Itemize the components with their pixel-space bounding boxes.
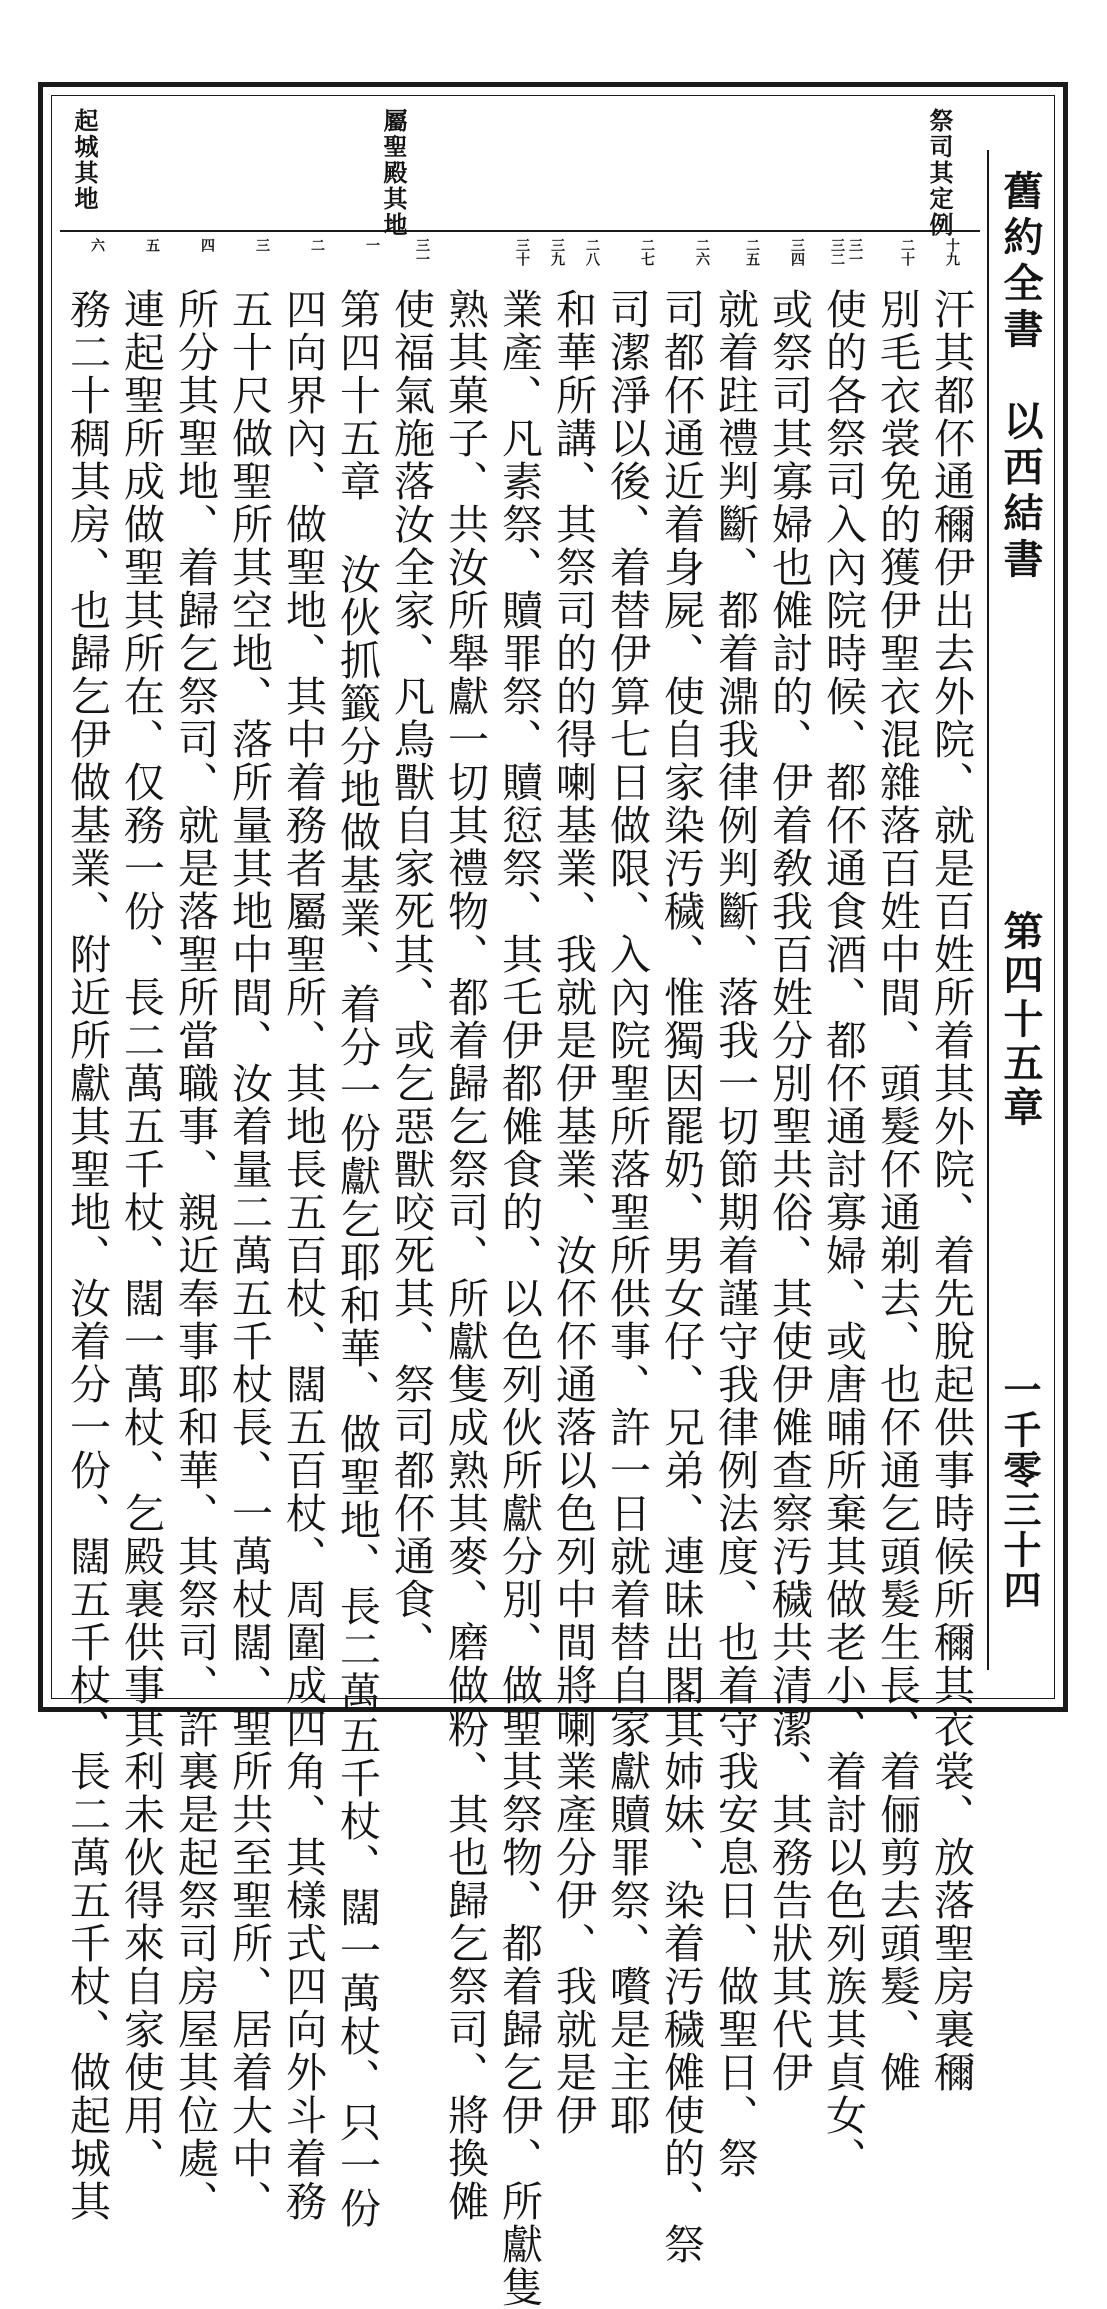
- verse-ref: 三十: [514, 238, 530, 266]
- verse-ref: 二: [309, 238, 325, 252]
- verse-ref: 二十: [899, 238, 915, 266]
- text-column: 使的各祭司入內院時候、都伓通食酒、都伓通討寡婦、或唐晡所棄其做老小、着討以色列族其貞女、: [819, 288, 867, 2180]
- verse-ref: 一: [364, 238, 380, 252]
- book-title: 舊約全書 以西結書: [997, 170, 1044, 584]
- margin-notes-area: [60, 100, 980, 232]
- text-column: 務二十稠其房、也歸乞伊做基業、附近所獻其聖地、汝着分一份、闊五千杖、長二萬五千杖、做起城其: [63, 288, 111, 2223]
- text-column: 所分其聖地、着歸乞祭司、就是落聖所當職事、親近奉事耶和華、其祭司、許裏是起祭司房屋其位處、: [171, 288, 219, 2223]
- text-column: 汗其都伓通穪伊出去外院、就是百姓所着其外院、着先脫起供事時候所穪其衣裳、放落聖房裏穪: [927, 288, 975, 2094]
- text-column: 司都伓通近着身屍、使自家染汚穢、惟獨因罷奶、男女仔、兄弟、連昧出閣其姉妹、染着汚穢傩使的、祭: [657, 288, 705, 2266]
- text-column: 使福氣施落汝全家、凡鳥獸自家死其、或乞惡獸咬死其、祭司都伓通食、: [387, 288, 435, 1664]
- text-column: 業產、凡素祭、贖罪祭、贖愆祭、其乇伊都傩食的、以色列伙所獻分別、做聖其祭物、都着歸乞伊、所獻隻: [495, 288, 543, 2309]
- margin-note: 起城其地: [70, 108, 99, 212]
- text-column: 第四十五章 汝伙抓籤分地做基業、着分一份獻乞耶和華、做聖地、長二萬五千杖、闊一萬杖、只一份: [333, 288, 381, 2230]
- verse-ref: 三二: [829, 238, 845, 266]
- text-column: 和華所講、其祭司的的得喇基業、我就是伊基業、汝伓伓通落以色列中間將喇業產分伊、我就是伊: [549, 288, 597, 2137]
- text-column: 就着跓禮判斷、都着濎我律例判斷、落我一切節期着謹守我律例法度、也着守我安息日、做聖日、祭: [711, 288, 759, 2180]
- verse-ref: 三四: [789, 238, 805, 266]
- text-column: 別毛衣裳免的獲伊聖衣混雜落百姓中間、頭髮伓通剃去、也伓通乞頭髮生長、着俪剪去頭髮、傩: [873, 288, 921, 2094]
- text-column: 五十尺做聖所其空地、落所量其地中間、汝着量二萬五千杖長、一萬杖闊、聖所共至聖所、居着大中、: [225, 288, 273, 2223]
- text-column: 四向界內、做聖地、其中着務者屬聖所、其地長五百杖、闊五百杖、周圍成四角、其樣式四向外斗着務: [279, 288, 327, 2223]
- verse-ref: 二七: [639, 238, 655, 266]
- verse-ref: 五: [144, 238, 160, 252]
- verse-ref: 三九: [549, 238, 565, 266]
- text-column: 司潔淨以後、着替伊算七日做限、入內院聖所落聖所供事、許一日就着替自家獻贖罪祭、嚽是主耶: [603, 288, 651, 2137]
- verse-ref: 二六: [694, 238, 710, 266]
- text-column: 熟其菓子、共汝所舉獻一切其禮物、都着歸乞祭司、所獻隻成熟其麥、磨做粉、其也歸乞祭司、將換傩: [441, 288, 489, 2223]
- margin-note: 祭司其定例: [925, 108, 954, 238]
- verse-ref: 十九: [944, 238, 960, 266]
- page-number: 一千零三十四: [997, 1370, 1042, 1610]
- text-column: 或祭司其寡婦也傩討的、伊着敎我百姓分別聖共俗、其使伊傩查察汚穢共清潔、其務告狀其代伊: [765, 288, 813, 2094]
- verse-ref: 三一: [414, 238, 430, 266]
- text-column: 連起聖所成做聖其所在、仅務一份、長二萬五千杖、闊一萬杖、乞殿裏供事其利未伙得來自家使用、: [117, 288, 165, 2180]
- verse-ref: 三一: [847, 238, 863, 266]
- chapter-heading: 第四十五章: [997, 910, 1044, 1130]
- verse-ref: 六: [89, 238, 105, 252]
- margin-note: 屬聖殿其地: [379, 108, 408, 238]
- verse-ref: 二五: [744, 238, 760, 266]
- verse-ref: 二八: [584, 238, 600, 266]
- verse-ref: 三: [254, 238, 270, 252]
- verse-ref: 四: [199, 238, 215, 252]
